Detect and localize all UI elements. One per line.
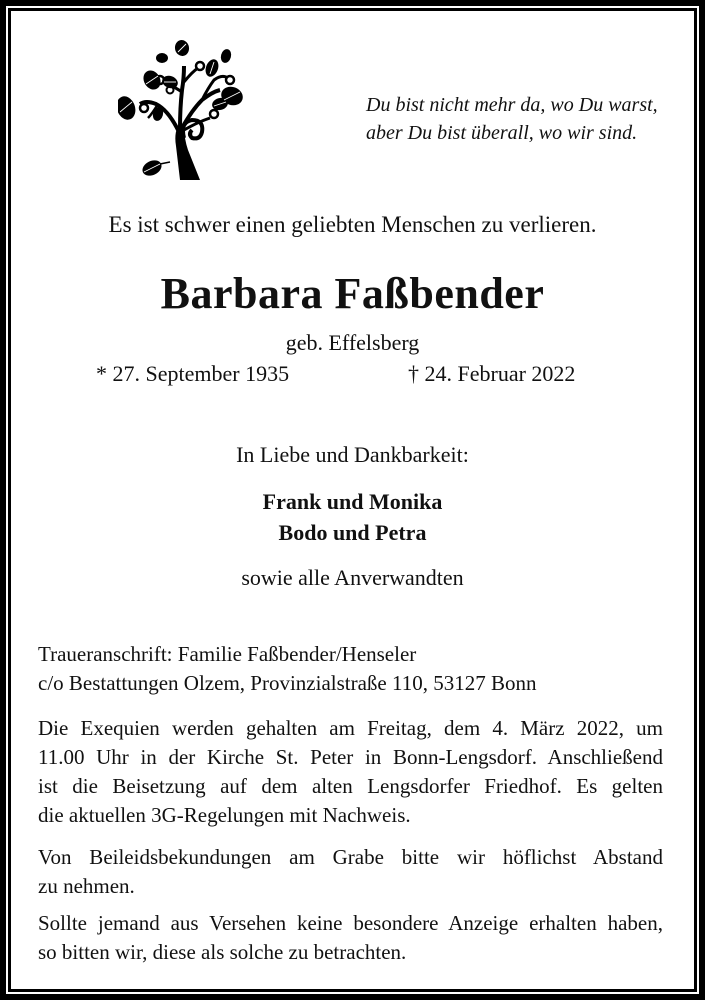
birth-date: * 27. September 1935 (96, 361, 290, 386)
intro-text: Es ist schwer einen geliebten Menschen zu verlieren. (108, 212, 597, 237)
service-line: ist die Beisetzung auf dem alten Lengsdorfer Friedhof. Es gelten (38, 774, 663, 798)
family-list (0, 486, 705, 548)
address-line: Traueranschrift: Familie Faßbender/Henseler (38, 642, 417, 666)
notice-line: Sollte jemand aus Versehen keine besondere Anzeige erhalten haben, (38, 911, 663, 935)
death-date: † 24. Februar 2022 (408, 361, 576, 386)
service-line: 11.00 Uhr in der Kirche St. Peter in Bonn-Lengsdorf. Anschließend (38, 745, 663, 769)
family-member: Bodo und Petra (278, 520, 427, 545)
condolence-line: zu nehmen. (38, 874, 135, 898)
memorial-quote (366, 91, 676, 147)
mourning-address (38, 640, 663, 698)
notice-line: so bitten wir, diese als solche zu betrachten. (38, 940, 407, 964)
tree-with-leaves-icon (118, 38, 248, 183)
quote-line: aber Du bist überall, wo wir sind. (366, 122, 638, 144)
family-member: Frank und Monika (262, 489, 443, 514)
deceased-name: Barbara Faßbender (160, 269, 545, 318)
maiden-name: geb. Effelsberg (285, 330, 420, 355)
special-notice (38, 909, 663, 967)
thanks-text: In Liebe und Dankbarkeit: (236, 442, 469, 467)
service-line: die aktuellen 3G-Regelungen mit Nachweis. (38, 803, 411, 827)
service-line: Die Exequien werden gehalten am Freitag, dem 4. März 2022, um (38, 716, 663, 740)
service-details (38, 714, 663, 830)
address-line: c/o Bestattungen Olzem, Provinzialstraße 110, 53127 Bonn (38, 671, 537, 695)
condolence-line: Von Beileidsbekundungen am Grabe bitte wir höflichst Abstand (38, 845, 663, 869)
condolence-request (38, 843, 663, 901)
quote-line: Du bist nicht mehr da, wo Du warst, (366, 94, 658, 116)
relatives-text: sowie alle Anverwandten (241, 565, 464, 590)
